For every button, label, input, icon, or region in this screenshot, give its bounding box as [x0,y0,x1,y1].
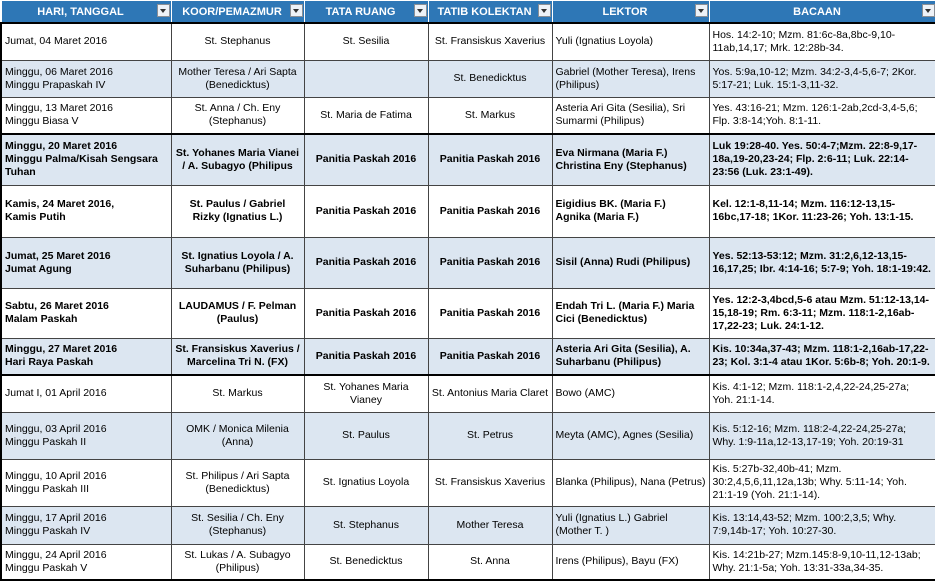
table-cell[interactable]: Yos. 5:9a,10-12; Mzm. 34:2-3,4-5,6-7; 2Kor. 5:17-21; Luk. 15:1-3,11-32. [709,60,935,97]
table-row [1,544,935,580]
table-group [1,375,935,580]
table-cell[interactable]: St. Fransiskus Xaverius [428,459,552,506]
filter-dropdown-icon[interactable] [414,4,427,17]
table-cell[interactable]: Minggu, 13 Maret 2016 Minggu Biasa V [1,97,171,134]
table-cell[interactable]: Jumat, 25 Maret 2016 Jumat Agung [1,237,171,288]
table-cell[interactable]: Panitia Paskah 2016 [304,288,428,338]
table-cell[interactable]: Bowo (AMC) [552,375,709,412]
table-row [1,506,935,544]
table-row [1,134,935,185]
column-header[interactable] [552,1,709,24]
table-cell[interactable]: St. Yohanes Maria Vianey [304,375,428,412]
table-cell[interactable]: Minggu, 27 Maret 2016 Hari Raya Paskah [1,338,171,375]
table-cell[interactable]: St. Petrus [428,412,552,459]
table-cell[interactable]: St. Sesilia [304,23,428,60]
table-cell[interactable]: St. Markus [428,97,552,134]
table-group [1,23,935,134]
table-cell[interactable]: Jumat I, 01 April 2016 [1,375,171,412]
table-cell[interactable]: Minggu, 24 April 2016 Minggu Paskah V [1,544,171,580]
table-cell[interactable]: St. Philipus / Ari Sapta (Benedicktus) [171,459,304,506]
chevron-down-icon [925,9,931,13]
table-cell[interactable]: Asteria Ari Gita (Sesilia), A. Suharbanu (Philipus) [552,338,709,375]
table-cell[interactable]: Kamis, 24 Maret 2016, Kamis Putih [1,185,171,237]
filter-dropdown-icon[interactable] [290,4,303,17]
table-cell[interactable]: Meyta (AMC), Agnes (Sesilia) [552,412,709,459]
filter-dropdown-icon[interactable] [922,4,935,17]
table-cell[interactable]: Yes. 43:16-21; Mzm. 126:1-2ab,2cd-3,4-5,6; Flp. 3:8-14;Yoh. 8:1-11. [709,97,935,134]
table-cell[interactable]: Minggu, 10 April 2016 Minggu Paskah III [1,459,171,506]
table-cell[interactable]: Panitia Paskah 2016 [428,237,552,288]
table-cell[interactable]: Yuli (Ignatius L.) Gabriel (Mother T. ) [552,506,709,544]
table-cell[interactable]: Yuli (Ignatius Loyola) [552,23,709,60]
table-cell[interactable]: Kis. 5:27b-32,40b-41; Mzm. 30:2,4,5,6,11,12a,13b; Why. 5:11-14; Yoh. 21:1-19 (Yoh. 21:1-14). [709,459,935,506]
table-cell[interactable]: Panitia Paskah 2016 [428,185,552,237]
table-cell[interactable]: St. Yohanes Maria Vianei / A. Subagyo (Philipus [171,134,304,185]
table-cell[interactable]: Luk 19:28-40. Yes. 50:4-7;Mzm. 22:8-9,17-18a,19-20,23-24; Flp. 2:6-11; Luk. 22:14-23:56 (Luk. 23:1-49). [709,134,935,185]
filter-dropdown-icon[interactable] [695,4,708,17]
table-cell[interactable]: Kis. 5:12-16; Mzm. 118:2-4,22-24,25-27a; Why. 1:9-11a,12-13,17-19; Yoh. 20:19-31 [709,412,935,459]
table-row [1,412,935,459]
table-cell[interactable]: St. Maria de Fatima [304,97,428,134]
chevron-down-icon [698,9,704,13]
table-cell[interactable]: St. Anna / Ch. Eny (Stephanus) [171,97,304,134]
column-header[interactable] [171,1,304,24]
table-cell[interactable]: Gabriel (Mother Teresa), Irens (Philipus) [552,60,709,97]
table-cell[interactable]: St. Benedicktus [304,544,428,580]
table-cell[interactable]: St. Stephanus [304,506,428,544]
table-cell[interactable]: Panitia Paskah 2016 [304,185,428,237]
filter-dropdown-icon[interactable] [538,4,551,17]
chevron-down-icon [417,9,423,13]
table-row [1,60,935,97]
table-row [1,375,935,412]
table-cell[interactable]: Minggu, 17 April 2016 Minggu Paskah IV [1,506,171,544]
table-cell[interactable]: St. Anna [428,544,552,580]
table-cell[interactable]: Sisil (Anna) Rudi (Philipus) [552,237,709,288]
table-cell[interactable]: Kis. 14:21b-27; Mzm.145:8-9,10-11,12-13ab; Why. 21:1-5a; Yoh. 13:31-33a,34-35. [709,544,935,580]
column-header-label: TATIB KOLEKTAN [437,5,532,18]
table-row [1,288,935,338]
filter-dropdown-icon[interactable] [157,4,170,17]
table-cell[interactable]: Irens (Philipus), Bayu (FX) [552,544,709,580]
table-cell[interactable]: Blanka (Philipus), Nana (Petrus) [552,459,709,506]
table-cell[interactable]: Kis. 13:14,43-52; Mzm. 100:2,3,5; Why. 7:9,14b-17; Yoh. 10:27-30. [709,506,935,544]
table-cell[interactable]: St. Paulus [304,412,428,459]
table-cell[interactable]: Kis. 10:34a,37-43; Mzm. 118:1-2,16ab-17,22-23; Kol. 3:1-4 atau 1Kor. 5:6b-8; Yoh. 20:1-9. [709,338,935,375]
table-cell[interactable]: Minggu, 03 April 2016 Minggu Paskah II [1,412,171,459]
table-row [1,459,935,506]
table-cell[interactable]: LAUDAMUS / F. Pelman (Paulus) [171,288,304,338]
table-cell[interactable]: St. Fransiskus Xaverius / Marcelina Tri N. (FX) [171,338,304,375]
column-header-label: HARI, TANGGAL [37,5,124,18]
column-header-label: TATA RUANG [325,5,396,18]
table-cell[interactable]: St. Lukas / A. Subagyo (Philipus) [171,544,304,580]
table-group [1,134,935,375]
table-cell[interactable]: OMK / Monica Milenia (Anna) [171,412,304,459]
table-cell[interactable]: Yes. 52:13-53:12; Mzm. 31:2,6,12-13,15-16,17,25; Ibr. 4:14-16; 5:7-9; Yoh. 18:1-19:42. [709,237,935,288]
column-header[interactable] [1,1,171,24]
table-cell[interactable]: Panitia Paskah 2016 [428,134,552,185]
table-cell[interactable]: Panitia Paskah 2016 [304,338,428,375]
table-cell[interactable]: St. Ignatius Loyola / A. Suharbanu (Philipus) [171,237,304,288]
table-cell[interactable]: Eigidius BK. (Maria F.) Agnika (Maria F.) [552,185,709,237]
table-cell[interactable]: St. Sesilia / Ch. Eny (Stephanus) [171,506,304,544]
column-header-label: BACAAN [793,5,841,18]
table-cell[interactable]: Panitia Paskah 2016 [428,288,552,338]
table-cell[interactable]: Minggu, 06 Maret 2016 Minggu Prapaskah IV [1,60,171,97]
table-cell[interactable]: St. Ignatius Loyola [304,459,428,506]
column-header[interactable] [709,1,935,24]
table-row [1,23,935,60]
column-header-label: LEKTOR [602,5,648,18]
table-cell[interactable]: Hos. 14:2-10; Mzm. 81:6c-8a,8bc-9,10-11ab,14,17; Mrk. 12:28b-34. [709,23,935,60]
table-row [1,97,935,134]
column-header[interactable] [304,1,428,24]
table-cell[interactable]: Eva Nirmana (Maria F.) Christina Eny (Stephanus) [552,134,709,185]
table-row [1,185,935,237]
table-cell[interactable]: Panitia Paskah 2016 [304,237,428,288]
table-row [1,237,935,288]
table-cell[interactable]: Jumat, 04 Maret 2016 [1,23,171,60]
column-header-label: KOOR/PEMAZMUR [182,5,282,18]
table-cell[interactable]: Endah Tri L. (Maria F.) Maria Cici (Benedicktus) [552,288,709,338]
table-cell[interactable]: Sabtu, 26 Maret 2016 Malam Paskah [1,288,171,338]
table-cell[interactable]: Panitia Paskah 2016 [428,338,552,375]
table-cell[interactable]: Asteria Ari Gita (Sesilia), Sri Sumarmi (Philipus) [552,97,709,134]
table-row [1,338,935,375]
table-cell[interactable]: Kel. 12:1-8,11-14; Mzm. 116:12-13,15-16bc,17-18; 1Kor. 11:23-26; Yoh. 13:1-15. [709,185,935,237]
chevron-down-icon [160,9,166,13]
table-cell[interactable]: Mother Teresa / Ari Sapta (Benedicktus) [171,60,304,97]
header-row [1,1,935,24]
column-header[interactable] [428,1,552,24]
table-cell[interactable]: St. Stephanus [171,23,304,60]
table-cell[interactable]: Minggu, 20 Maret 2016 Minggu Palma/Kisah Sengsara Tuhan [1,134,171,185]
chevron-down-icon [541,9,547,13]
table-cell[interactable]: St. Antonius Maria Claret [428,375,552,412]
table-cell[interactable]: St. Fransiskus Xaverius [428,23,552,60]
chevron-down-icon [293,9,299,13]
table-cell[interactable]: St. Markus [171,375,304,412]
table-cell[interactable]: St. Benedicktus [428,60,552,97]
table-cell[interactable]: St. Paulus / Gabriel Rizky (Ignatius L.) [171,185,304,237]
table-cell[interactable]: Yes. 12:2-3,4bcd,5-6 atau Mzm. 51:12-13,14-15,18-19; Rm. 6:3-11; Mzm. 118:1-2,16ab-17,22-23; Luk. 24:1-12. [709,288,935,338]
table-cell[interactable]: Mother Teresa [428,506,552,544]
table-cell[interactable]: Kis. 4:1-12; Mzm. 118:1-2,4,22-24,25-27a; Yoh. 21:1-14. [709,375,935,412]
table-cell[interactable] [304,60,428,97]
table-cell[interactable]: Panitia Paskah 2016 [304,134,428,185]
